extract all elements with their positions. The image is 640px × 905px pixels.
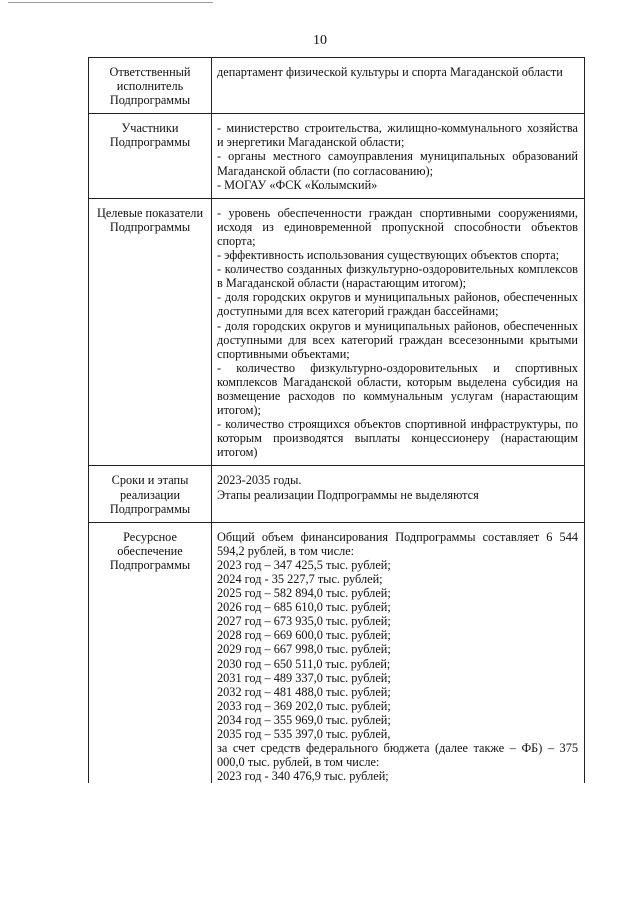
indicator-item: - количество физкультурно-оздоровительных и спортивных комплексов Магаданской области, которым выделена субсидия на возмещение расходов по коммунальным услугам (нарастающим итогом); <box>217 360 578 418</box>
scan-edge-line <box>8 2 213 3</box>
financing-year-line: 2033 год – 369 202,0 тыс. рублей; <box>217 698 391 713</box>
participant-item: - МОГАУ «ФСК «Колымский» <box>217 177 378 192</box>
executor-label: Ответственный исполнитель Подпрограммы <box>89 58 212 114</box>
timeline-line: Этапы реализации Подпрограммы не выделяются <box>217 487 479 502</box>
participants-label: Участники Подпрограммы <box>89 114 212 198</box>
financing-year-line: 2023 год – 347 425,5 тыс. рублей; <box>217 557 391 572</box>
financing-year-line: 2025 год – 582 894,0 тыс. рублей; <box>217 586 391 601</box>
row-participants <box>89 114 585 198</box>
financing-year-line: 2029 год – 667 998,0 тыс. рублей; <box>217 642 391 657</box>
resources-value <box>212 522 585 783</box>
financing-intro: Общий объем финансирования Подпрограммы составляет 6 544 594,2 рублей, в том числе: <box>217 529 578 558</box>
indicator-item: - доля городских округов и муниципальных районов, обеспеченных доступными для всех категорий граждан всесезонными крытыми спортивными объектами; <box>217 318 578 361</box>
indicator-item: - количество строящихся объектов спортивной инфраструктуры, по которым производятся выплаты концессионеру (нарастающим итогом) <box>217 417 578 460</box>
timeline-label: Сроки и этапы реализации Подпрограммы <box>89 466 212 522</box>
financing-year-line: 2031 год – 489 337,0 тыс. рублей; <box>217 670 391 685</box>
timeline-line: 2023-2035 годы. <box>217 473 302 488</box>
indicator-item: - количество созданных физкультурно-оздоровительных комплексов в Магаданской области (нарастающим итогом); <box>217 262 578 291</box>
financing-year-line: 2026 год – 685 610,0 тыс. рублей; <box>217 600 391 615</box>
indicators-value <box>212 198 585 466</box>
row-timeline <box>89 466 585 522</box>
indicator-item: - эффективность использования существующих объектов спорта; <box>217 248 560 263</box>
federal-year-line: 2023 год - 340 476,9 тыс. рублей; <box>217 769 389 784</box>
timeline-value <box>212 466 585 522</box>
financing-year-line: 2027 год – 673 935,0 тыс. рублей; <box>217 614 391 629</box>
row-indicators <box>89 198 585 466</box>
subprogram-passport-table <box>88 57 585 783</box>
financing-year-line: 2028 год – 669 600,0 тыс. рублей; <box>217 628 391 643</box>
financing-year-line: 2030 год – 650 511,0 тыс. рублей; <box>217 656 391 671</box>
participants-value <box>212 114 585 198</box>
indicator-item: - доля городских округов и муниципальных районов, обеспеченных доступными для всех категорий граждан бассейнами; <box>217 290 578 319</box>
resources-label: Ресурсное обеспечение Подпрограммы <box>89 522 212 783</box>
page-number: 10 <box>313 33 327 48</box>
participant-item: - министерство строительства, жилищно-коммунального хозяйства и энергетики Магаданской области; <box>217 121 578 150</box>
financing-year-line: 2035 год – 535 397,0 тыс. рублей, <box>217 727 391 742</box>
row-executor <box>89 58 585 114</box>
indicator-item: - уровень обеспеченности граждан спортивными сооружениями, исходя из единовременной пропускной способности объектов спорта; <box>217 205 578 248</box>
indicators-label: Целевые показатели Подпрограммы <box>89 198 212 466</box>
financing-year-line: 2032 год – 481 488,0 тыс. рублей; <box>217 684 391 699</box>
financing-year-line: 2024 год - 35 227,7 тыс. рублей; <box>217 572 383 586</box>
executor-value: департамент физической культуры и спорта Магаданской области <box>212 58 585 114</box>
row-resources <box>89 522 585 783</box>
federal-budget-intro: за счет средств федерального бюджета (далее также – ФБ) – 375 000,0 тыс. рублей, в том числе: <box>217 741 578 770</box>
participant-item: - органы местного самоуправления муниципальных образований Магаданской области (по согласованию); <box>217 149 578 178</box>
financing-year-line: 2034 год – 355 969,0 тыс. рублей; <box>217 712 391 727</box>
